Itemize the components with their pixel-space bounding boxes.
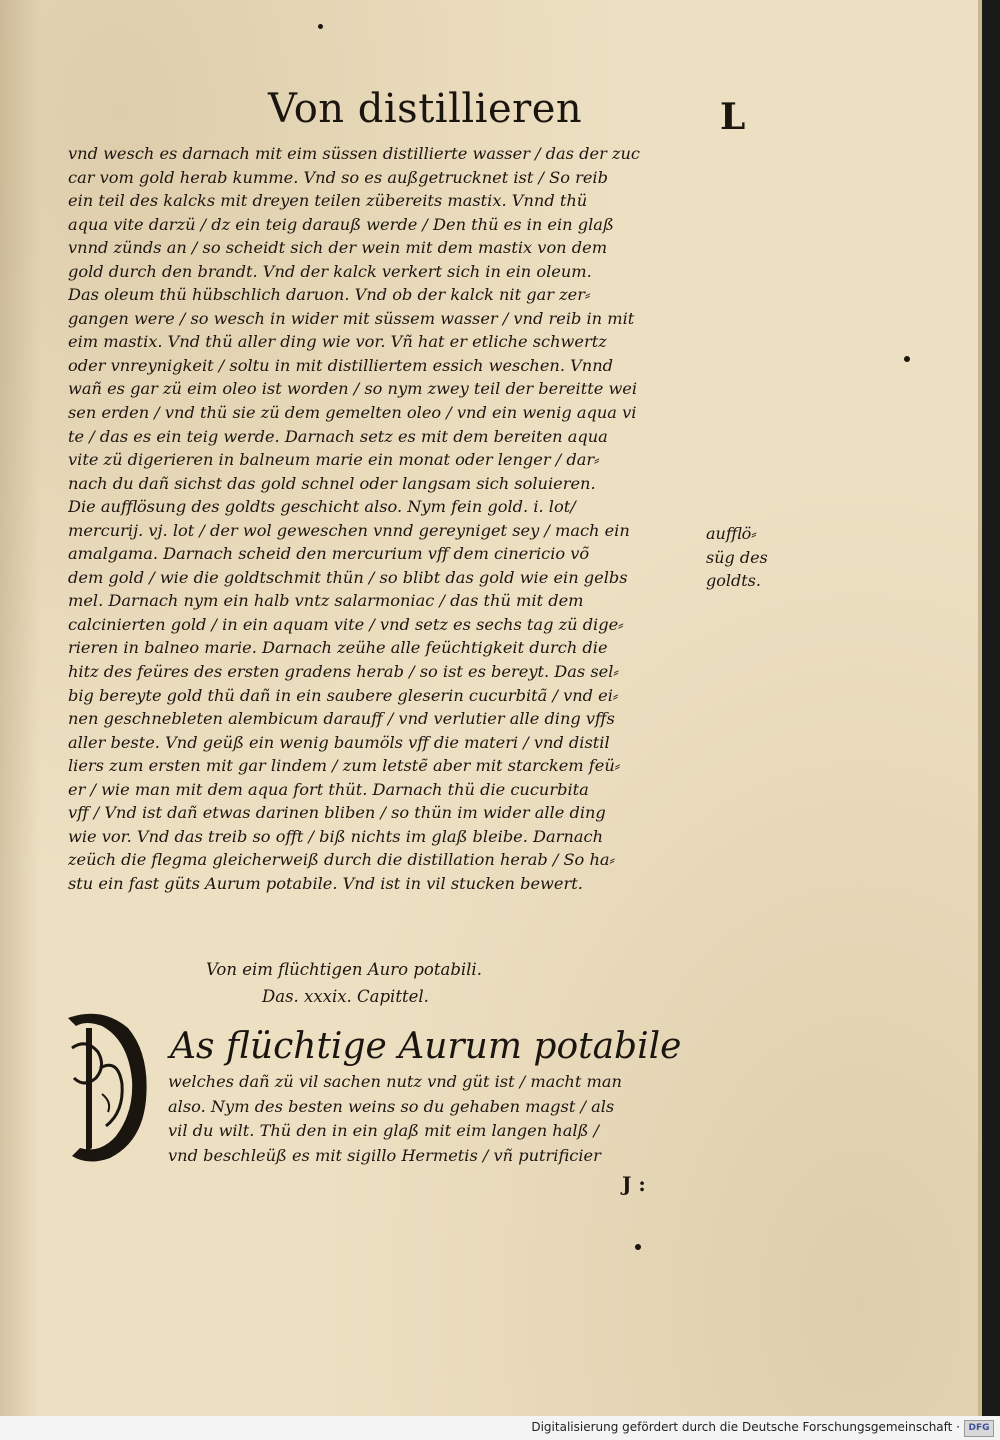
text-line: Das oleum thü hübschlich daruon. Vnd ob der kalck nit gar zer⸗ (68, 285, 591, 305)
text-line: eim mastix. Vnd thü aller ding wie vor. Vñ hat er etliche schwertz (68, 332, 607, 352)
text-line: Die aufflösung des goldts geschicht also. Nym fein gold. i. lot/ (68, 497, 576, 517)
text-line: dem gold / wie die goldtschmit thün / so blibt das gold wie ein gelbs (68, 567, 628, 587)
text-line: sen erden / vnd thü sie zü dem gemelten oleo / vnd ein wenig aqua vi (68, 403, 637, 423)
text-line: calcinierten gold / in ein aquam vite / vnd setz es sechs tag zü dige⸗ (68, 614, 624, 634)
running-title: Von distillieren (268, 86, 583, 132)
text-line: vnd wesch es darnach mit eim süssen distillierte wasser / das der zuc (68, 144, 640, 163)
text-line: gold durch den brandt. Vnd der kalck verkert sich in ein oleum. (68, 261, 592, 281)
text-line: hitz des feüres des ersten gradens herab / so ist es bereyt. Das sel⸗ (68, 662, 619, 682)
text-line: zeüch die flegma gleicherweiß durch die distillation herab / So ha⸗ (68, 850, 615, 870)
text-line: vnd beschleüß es mit sigillo Hermetis / vñ putrificier (168, 1145, 601, 1165)
text-line: vil du wilt. Thü den in ein glaß mit eim langen halß / (168, 1121, 599, 1140)
decorated-initial-d-icon (62, 1008, 148, 1164)
text-line: oder vnreynigkeit / soltu in mit distilliertem essich weschen. Vnnd (68, 355, 614, 375)
text-line: rieren in balneo marie. Darnach zeühe alle feüchtigkeit durch die (68, 638, 608, 658)
marginal-note-line: süg des (706, 547, 768, 567)
text-line: wie vor. Vnd das treib so offt / biß nichts im glaß bleibe. Darnach (68, 826, 603, 846)
chapter-number: Das. xxxix. Capittel. (262, 987, 429, 1006)
chapter-title: Von eim flüchtigen Auro potabili. (206, 960, 482, 979)
footer-bar (0, 1416, 1000, 1440)
text-line: ein teil des kalcks mit dreyen teilen zübereits mastix. Vnnd thü (68, 191, 588, 211)
catchword: J : (622, 1172, 646, 1196)
text-line: te / das es ein teig werde. Darnach setz es mit dem bereiten aqua (68, 426, 608, 446)
text-line: vite zü digerieren in balneum marie ein monat oder lenger / dar⸗ (68, 450, 600, 470)
ink-dot (904, 356, 910, 362)
ink-dot (635, 1244, 641, 1250)
text-line: liers zum ersten mit gar lindem / zum letstẽ aber mit starckem feü⸗ (68, 756, 621, 776)
dfg-logo: DFG (964, 1420, 994, 1437)
text-line: car vom gold herab kumme. Vnd so es außgetrucknet ist / So reib (68, 167, 608, 187)
marginal-note-line: goldts. (706, 571, 761, 591)
chapter-opening-text (168, 1070, 708, 1168)
text-line: big bereyte gold thü dañ in ein saubere gleserin cucurbitã / vnd ei⸗ (68, 685, 619, 705)
text-line: mercurij. vj. lot / der wol geweschen vnnd gereyniget sey / mach ein (68, 520, 630, 540)
marginal-note-line: aufflö⸗ (706, 524, 757, 543)
text-line: gangen were / so wesch in wider mit süssem wasser / vnd reib in mit (68, 308, 635, 328)
chapter-opening-headline: As flüchtige Aurum potabile (170, 1026, 682, 1067)
text-line: aqua vite darzü / dz ein teig darauß werde / Den thü es in ein glaß (68, 214, 614, 234)
ink-dot (318, 24, 323, 29)
funding-notice: Digitalisierung gefördert durch die Deutsche Forschungsgemeinschaft · (531, 1420, 960, 1434)
text-line: wañ es gar zü eim oleo ist worden / so nym zwey teil der bereitte wei (68, 379, 638, 399)
text-line: amalgama. Darnach scheid den mercurium vff dem cinericio võ (68, 544, 590, 564)
text-line: vnnd zünds an / so scheidt sich der wein mit dem mastix von dem (68, 238, 608, 258)
text-line: mel. Darnach nym ein halb vntz salarmoniac / das thü mit dem (68, 591, 584, 611)
text-line: nen geschnebleten alembicum darauff / vnd verlutier alle ding vffs (68, 709, 615, 729)
text-line: also. Nym des besten weins so du gehaben magst / als (168, 1096, 615, 1116)
chapter-heading (206, 956, 626, 1010)
text-line: welches dañ zü vil sachen nutz vnd güt ist / macht man (168, 1072, 622, 1091)
text-line: aller beste. Vnd geüß ein wenig baumöls vff die materi / vnd distil (68, 732, 610, 752)
folio-number: L (720, 96, 746, 138)
text-line: er / wie man mit dem aqua fort thüt. Darnach thü die cucurbita (68, 779, 589, 799)
main-text-block (68, 142, 708, 896)
text-line: stu ein fast güts Aurum potabile. Vnd ist in vil stucken bewert. (68, 873, 583, 893)
marginal-note (706, 522, 794, 593)
text-line: vff / Vnd ist dañ etwas darinen bliben / so thün im wider alle ding (68, 803, 606, 823)
text-line: nach du dañ sichst das gold schnel oder langsam sich soluieren. (68, 473, 596, 493)
